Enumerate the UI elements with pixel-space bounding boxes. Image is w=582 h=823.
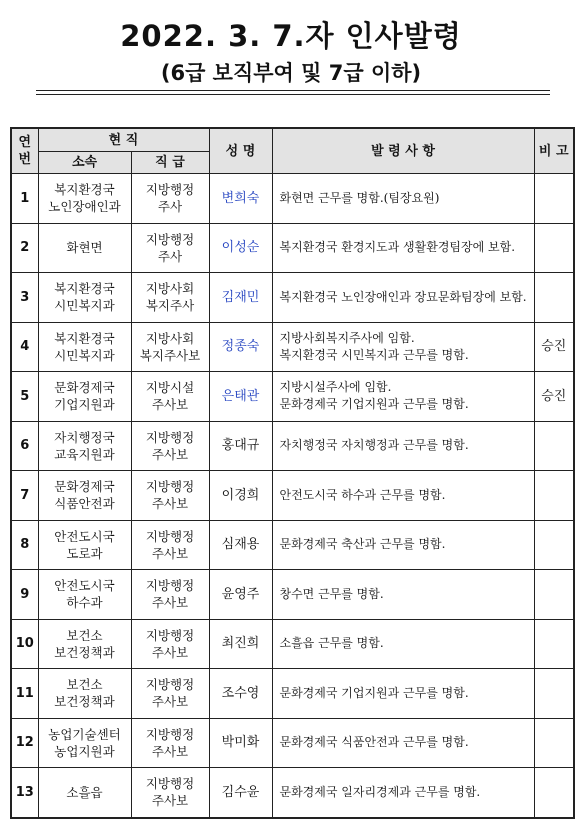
grade-line-2: 주사보 bbox=[151, 397, 189, 413]
row-note bbox=[534, 570, 574, 620]
dept-line-2: 교육지원과 bbox=[54, 446, 115, 462]
row-action bbox=[272, 273, 534, 323]
grade-line-1: 지방사회 bbox=[145, 330, 195, 346]
grade-line-1: 지방시설 bbox=[145, 380, 195, 396]
table-row bbox=[11, 570, 574, 620]
row-dept bbox=[38, 421, 131, 471]
grade-line-1: 지방행정 bbox=[145, 627, 195, 643]
table-row bbox=[11, 619, 574, 669]
row-note bbox=[534, 273, 574, 323]
dept-line-1: 문화경제국 bbox=[54, 380, 115, 396]
row-action bbox=[272, 718, 534, 768]
grade-line-2: 주사보 bbox=[151, 694, 189, 710]
row-number: 8 bbox=[11, 520, 38, 570]
grade-line-1: 지방행정 bbox=[145, 528, 195, 544]
row-dept bbox=[38, 471, 131, 521]
action-line-1: 소흘읍 근무를 명함. bbox=[279, 636, 384, 651]
row-number: 10 bbox=[11, 619, 38, 669]
dept-line-1: 보건소 bbox=[66, 627, 103, 643]
row-number: 11 bbox=[11, 669, 38, 719]
grade-line-2: 주사보 bbox=[151, 496, 189, 512]
dept-line-2: 시민복지과 bbox=[54, 298, 115, 314]
action-line-1: 지방시설주사에 임함. bbox=[279, 380, 392, 395]
row-note bbox=[534, 471, 574, 521]
grade-line-2: 복지주사보 bbox=[139, 347, 201, 363]
row-dept bbox=[38, 372, 131, 422]
row-number: 9 bbox=[11, 570, 38, 620]
row-number: 2 bbox=[11, 223, 38, 273]
action-line-1: 지방사회복지주사에 임함. bbox=[279, 330, 415, 345]
row-grade bbox=[131, 570, 209, 620]
row-name: 조수영 bbox=[209, 669, 272, 719]
table-row bbox=[11, 520, 574, 570]
table-row bbox=[11, 273, 574, 323]
dept-line-2: 도로과 bbox=[66, 545, 103, 561]
grade-line-2: 주사보 bbox=[151, 793, 189, 809]
table-row bbox=[11, 223, 574, 273]
grade-line-2: 주사보 bbox=[151, 545, 189, 561]
row-name: 김수윤 bbox=[209, 768, 272, 818]
row-action bbox=[272, 768, 534, 818]
dept-line-1: 보건소 bbox=[66, 677, 103, 693]
row-number: 3 bbox=[11, 273, 38, 323]
header-note: 비 고 bbox=[534, 128, 574, 174]
grade-line-1: 지방행정 bbox=[145, 776, 195, 792]
row-number: 4 bbox=[11, 322, 38, 372]
row-action bbox=[272, 520, 534, 570]
row-action bbox=[272, 669, 534, 719]
dept-line-2: 보건정책과 bbox=[54, 644, 115, 660]
table-row bbox=[11, 372, 574, 422]
dept-line-1: 농업기술센터 bbox=[48, 726, 121, 742]
action-line-1: 복지환경국 노인장애인과 장묘문화팀장에 보함. bbox=[279, 289, 527, 304]
row-dept bbox=[38, 669, 131, 719]
row-grade bbox=[131, 718, 209, 768]
row-note bbox=[534, 669, 574, 719]
row-number: 12 bbox=[11, 718, 38, 768]
grade-line-1: 지방행정 bbox=[145, 726, 195, 742]
row-note: 승진 bbox=[534, 322, 574, 372]
grade-line-2: 주사 bbox=[157, 248, 183, 264]
table-row bbox=[11, 421, 574, 471]
action-line-2: 문화경제국 기업지원과 근무를 명함. bbox=[279, 397, 469, 412]
row-action bbox=[272, 570, 534, 620]
row-name: 은태관 bbox=[209, 372, 272, 422]
row-grade bbox=[131, 520, 209, 570]
row-note bbox=[534, 619, 574, 669]
grade-line-1: 지방행정 bbox=[145, 479, 195, 495]
action-line-1: 문화경제국 일자리경제과 근무를 명함. bbox=[279, 784, 481, 799]
action-line-1: 문화경제국 식품안전과 근무를 명함. bbox=[279, 735, 469, 750]
dept-line-2: 기업지원과 bbox=[54, 397, 115, 413]
row-note bbox=[534, 768, 574, 818]
action-line-1: 자치행정국 자치행정과 근무를 명함. bbox=[279, 438, 469, 453]
action-line-1: 복지환경국 환경지도과 생활환경팀장에 보함. bbox=[279, 240, 516, 255]
table-row bbox=[11, 669, 574, 719]
row-action bbox=[272, 421, 534, 471]
row-dept bbox=[38, 718, 131, 768]
row-name: 최진희 bbox=[209, 619, 272, 669]
header-action: 발 령 사 항 bbox=[272, 128, 534, 174]
dept-line-2: 농업지원과 bbox=[54, 743, 115, 759]
row-number: 1 bbox=[11, 174, 38, 224]
title-underline-thin bbox=[36, 94, 550, 95]
personnel-table bbox=[10, 127, 575, 819]
row-name: 홍대규 bbox=[209, 421, 272, 471]
row-dept bbox=[38, 570, 131, 620]
dept-line-2: 시민복지과 bbox=[54, 347, 115, 363]
grade-line-1: 지방사회 bbox=[145, 281, 195, 297]
dept-line-1: 복지환경국 bbox=[54, 182, 115, 198]
grade-line-2: 주사보 bbox=[151, 644, 189, 660]
grade-line-1: 지방행정 bbox=[145, 429, 195, 445]
dept-line-2: 보건정책과 bbox=[54, 694, 115, 710]
table-row bbox=[11, 471, 574, 521]
row-dept bbox=[38, 520, 131, 570]
action-line-1: 창수면 근무를 명함. bbox=[279, 586, 384, 601]
row-name: 이경희 bbox=[209, 471, 272, 521]
table-row bbox=[11, 718, 574, 768]
row-action bbox=[272, 322, 534, 372]
row-note: 승진 bbox=[534, 372, 574, 422]
dept-line-1: 복지환경국 bbox=[54, 330, 115, 346]
row-note bbox=[534, 421, 574, 471]
grade-line-2: 주사 bbox=[157, 199, 183, 215]
header-no bbox=[11, 128, 38, 174]
row-dept bbox=[38, 273, 131, 323]
row-name: 정종숙 bbox=[209, 322, 272, 372]
row-grade bbox=[131, 619, 209, 669]
dept-line-2: 식품안전과 bbox=[54, 496, 115, 512]
action-line-1: 문화경제국 기업지원과 근무를 명함. bbox=[279, 685, 469, 700]
row-number: 5 bbox=[11, 372, 38, 422]
dept-line-1: 안전도시국 bbox=[54, 528, 115, 544]
row-name: 김재민 bbox=[209, 273, 272, 323]
table-row bbox=[11, 322, 574, 372]
row-name: 박미화 bbox=[209, 718, 272, 768]
grade-line-1: 지방행정 bbox=[145, 677, 195, 693]
title-underline bbox=[36, 90, 550, 91]
dept-line-1: 문화경제국 bbox=[54, 479, 115, 495]
action-line-2: 복지환경국 시민복지과 근무를 명함. bbox=[279, 347, 469, 362]
row-note bbox=[534, 174, 574, 224]
grade-line-1: 지방행정 bbox=[145, 182, 195, 198]
document-subtitle: (6급 보직부여 및 7급 이하) bbox=[160, 61, 422, 85]
header-name: 성 명 bbox=[209, 128, 272, 174]
grade-line-2: 주사보 bbox=[151, 595, 189, 611]
row-grade bbox=[131, 174, 209, 224]
dept-line-1: 안전도시국 bbox=[54, 578, 115, 594]
row-dept bbox=[38, 174, 131, 224]
row-name: 심재용 bbox=[209, 520, 272, 570]
grade-line-1: 지방행정 bbox=[145, 231, 195, 247]
row-number: 7 bbox=[11, 471, 38, 521]
header-grade: 직 급 bbox=[131, 152, 209, 174]
grade-line-2: 복지주사 bbox=[145, 298, 195, 314]
row-number: 6 bbox=[11, 421, 38, 471]
row-note bbox=[534, 718, 574, 768]
row-dept bbox=[38, 322, 131, 372]
header-no-bottom: 번 bbox=[18, 152, 32, 167]
row-dept bbox=[38, 619, 131, 669]
row-grade bbox=[131, 322, 209, 372]
header-current: 현 직 bbox=[38, 128, 209, 152]
row-action bbox=[272, 223, 534, 273]
row-grade bbox=[131, 421, 209, 471]
dept-line-1: 복지환경국 bbox=[54, 281, 115, 297]
row-name: 변희숙 bbox=[209, 174, 272, 224]
action-line-1: 안전도시국 하수과 근무를 명함. bbox=[279, 487, 446, 502]
dept-line-2: 하수과 bbox=[66, 595, 103, 611]
row-number: 13 bbox=[11, 768, 38, 818]
row-grade bbox=[131, 223, 209, 273]
grade-line-1: 지방행정 bbox=[145, 578, 195, 594]
header-dept: 소속 bbox=[38, 152, 131, 174]
row-grade bbox=[131, 273, 209, 323]
table-row bbox=[11, 768, 574, 818]
action-line-1: 문화경제국 축산과 근무를 명함. bbox=[279, 537, 446, 552]
header-no-top: 연 bbox=[18, 135, 32, 150]
row-name: 이성순 bbox=[209, 223, 272, 273]
row-grade bbox=[131, 669, 209, 719]
row-action bbox=[272, 174, 534, 224]
row-name: 윤영주 bbox=[209, 570, 272, 620]
dept-line-1: 화현면 bbox=[66, 240, 103, 256]
row-dept bbox=[38, 768, 131, 818]
row-grade bbox=[131, 768, 209, 818]
dept-line-2: 노인장애인과 bbox=[48, 199, 121, 215]
row-action bbox=[272, 372, 534, 422]
row-grade bbox=[131, 372, 209, 422]
row-note bbox=[534, 223, 574, 273]
action-line-1: 화현면 근무를 명함.(팀장요원) bbox=[279, 190, 440, 205]
row-action bbox=[272, 619, 534, 669]
row-note bbox=[534, 520, 574, 570]
grade-line-2: 주사보 bbox=[151, 446, 189, 462]
grade-line-2: 주사보 bbox=[151, 743, 189, 759]
table-row bbox=[11, 174, 574, 224]
row-grade bbox=[131, 471, 209, 521]
row-action bbox=[272, 471, 534, 521]
row-dept bbox=[38, 223, 131, 273]
dept-line-1: 자치행정국 bbox=[54, 429, 115, 445]
dept-line-1: 소흘읍 bbox=[66, 784, 103, 800]
document-title: 2022. 3. 7.자 인사발령 bbox=[120, 19, 462, 53]
